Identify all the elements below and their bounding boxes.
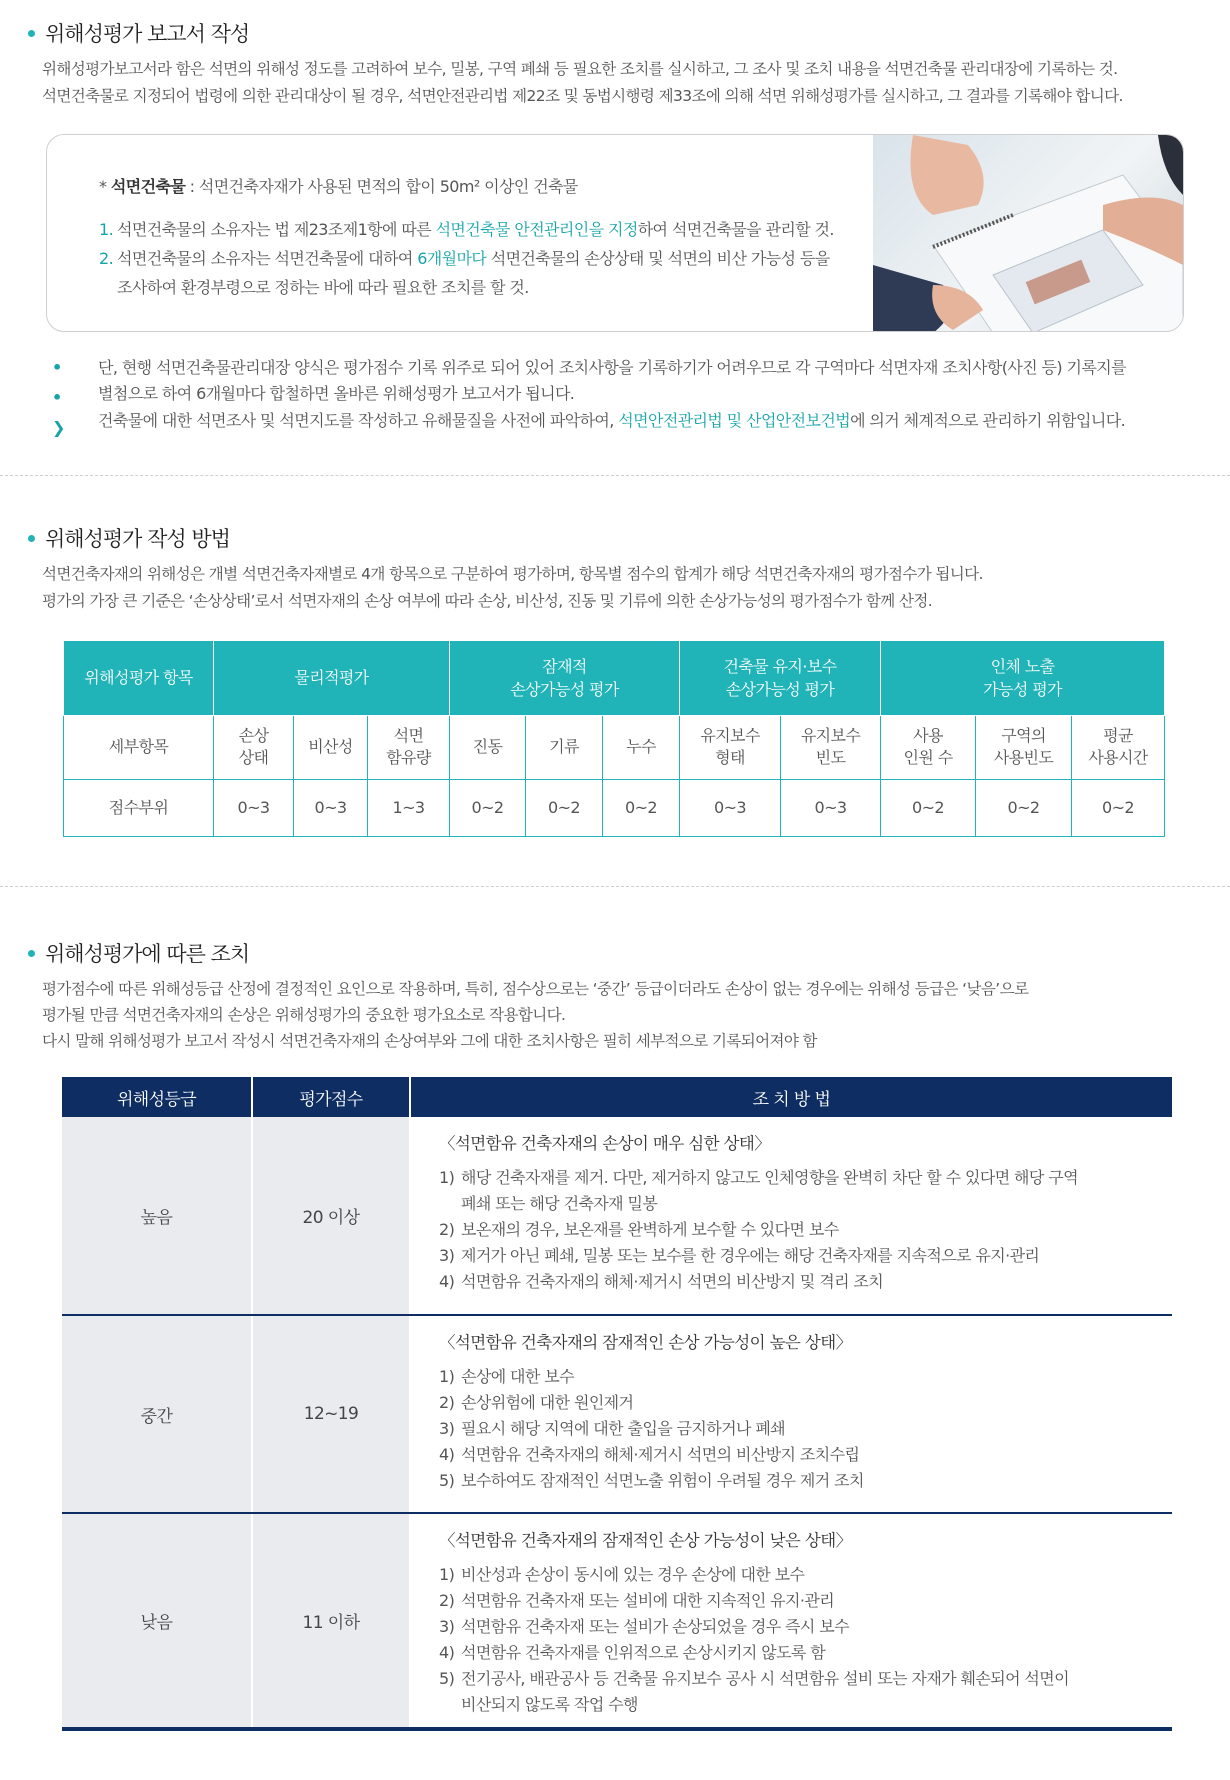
header-maintenance: 건축물 유지·보수 손상가능성 평가 [680, 641, 881, 715]
table-row-scores: 점수부위 0~3 0~3 1~3 0~2 0~2 0~2 0~3 0~3 0~2 0~2 0~2 [64, 779, 1165, 836]
action-cell: 〈석면함유 건축자재의 손상이 매우 심한 상태〉 1) 해당 건축자재를 제거. 다만, 제거하지 않고도 인체영향을 완벽히 차단 할 수 있다면 해당 구역 폐쇄 또는 해당 건축자재 밀봉 2) 보온재의 경우, 보온재를 완벽하게 보수할 수 있다면 보수 3) 제거가 아닌 폐쇄, 밀봉 또는 보수를 한 경우에는 해당 건축자재를 지속적으로 유지·관리 4) 석면함유 건축자재의 해체·제거시 석면의 비산방지 및 격리 조치 [410, 1117, 1172, 1315]
method-paragraph: 석면건축자재의 위해성은 개별 석면건축자재별로 4개 항목으로 구분하여 평가하며, 항목별 점수의 합계가 해당 석면건축자재의 평가점수가 됩니다. 평가의 가장 큰 기준은 ‘손상상태’로서 석면자재의 손상 여부에 따라 손상, 비산성, 진동 및 기류에 의한 손상가능성의 평가점수가 함께 산정. [42, 565, 983, 610]
bullet-dot-icon [28, 535, 35, 542]
section-title-method: 위해성평가 작성 방법 [28, 523, 230, 553]
table-row-subitems: 세부항목 손상 상태 비산성 석면 함유량 진동 기류 누수 유지보수 형태 유지보수 빈도 사용 인원 수 구역의 사용빈도 평균 사용시간 [64, 715, 1165, 779]
header-latent: 잠재적 손상가능성 평가 [450, 641, 680, 715]
evaluation-items-table [63, 641, 1165, 837]
card-item-2: 2. 석면건축물의 소유자는 석면건축물에 대하여 6개월마다 석면건축물의 손상상태 및 석면의 비산 가능성 등을 조사하여 환경부령으로 정하는 바에 따라 필요한 조치를 할 것. [99, 249, 830, 297]
card-item-1: 1. 석면건축물의 소유자는 법 제23조제1항에 따른 석면건축물 안전관리인을 지정하여 석면건축물을 관리할 것. [99, 220, 834, 239]
table-row-low: 낮음 11 이하 〈석면함유 건축자재의 잠재적인 손상 가능성이 낮은 상태〉 1) 비산성과 손상이 동시에 있는 경우 손상에 대한 보수 2) 석면함유 건축자재 또는 설비에 대한 지속적인 유지·관리 3) 석면함유 건축자재 또는 설비가 손상되었을 경우 즉시 보수 4) 석면함유 건축자재를 인위적으로 손상시키지 않도록 함 5) 전기공사, 배관공사 등 건축물 유지보수 공사 시 석면함유 설비 또는 자재가 훼손되어 석면이 비산되지 않도록 작업 수행 [62, 1513, 1172, 1729]
double-dot-arrow-icon: • • ❯ [52, 358, 66, 437]
photo-illustration [873, 135, 1183, 332]
card-content [99, 173, 834, 302]
section-divider [0, 475, 1230, 476]
bullet-dot-icon [28, 30, 35, 37]
definition: * 석면건축물 : 석면건축자재가 사용된 면적의 합이 50m² 이상인 건축물 [99, 177, 578, 196]
header-exposure: 인체 노출 가능성 평가 [881, 641, 1165, 715]
risk-grade-table [62, 1077, 1172, 1731]
section-divider [0, 886, 1230, 887]
section-title-actions: 위해성평가에 따른 조치 [28, 938, 249, 968]
table-header-row: 위해성평가 항목 물리적평가 잠재적 손상가능성 평가 건축물 유지·보수 손상가능성 평가 인체 노출 가능성 평가 [64, 641, 1165, 715]
actions-paragraph: 평가점수에 따른 위해성등급 산정에 결정적인 요인으로 작용하며, 특히, 점수상으로는 ‘중간’ 등급이더라도 손상이 없는 경우에는 위해성 등급은 ‘낮음’으로 평가될 만큼 석면건축자재의 손상은 위해성평가의 중요한 평가요소로 작용합니다. 다시 말해 위해성평가 보고서 작성시 석면건축자재의 손상여부와 그에 대한 조치사항은 필히 세부적으로 기록되어져야 함 [42, 980, 1029, 1050]
action-cell: 〈석면함유 건축자재의 잠재적인 손상 가능성이 낮은 상태〉 1) 비산성과 손상이 동시에 있는 경우 손상에 대한 보수 2) 석면함유 건축자재 또는 설비에 대한 지속적인 유지·관리 3) 석면함유 건축자재 또는 설비가 손상되었을 경우 즉시 보수 4) 석면함유 건축자재를 인위적으로 손상시키지 않도록 함 5) 전기공사, 배관공사 등 건축물 유지보수 공사 시 석면함유 설비 또는 자재가 훼손되어 석면이 비산되지 않도록 작업 수행 [410, 1513, 1172, 1729]
table-row-medium: 중간 12~19 〈석면함유 건축자재의 잠재적인 손상 가능성이 높은 상태〉 1) 손상에 대한 보수 2) 손상위험에 대한 원인제거 3) 필요시 해당 지역에 대한 출입을 금지하거나 폐쇄 4) 석면함유 건축자재의 해체·제거시 석면의 비산방지 조치수립 5) 보수하여도 잠재적인 석면노출 위험이 우려될 경우 제거 조치 [62, 1315, 1172, 1513]
document-signing-photo [873, 135, 1183, 332]
bullet-dot-icon [28, 950, 35, 957]
section-title-report: 위해성평가 보고서 작성 [28, 18, 249, 48]
info-card [46, 134, 1184, 332]
note-line-3: 건축물에 대한 석면조사 및 석면지도를 작성하고 유해물질을 사전에 파악하여, 석면안전관리법 및 산업안전보건법에 의거 체계적으로 관리하기 위함입니다. [98, 411, 1126, 430]
action-cell: 〈석면함유 건축자재의 잠재적인 손상 가능성이 높은 상태〉 1) 손상에 대한 보수 2) 손상위험에 대한 원인제거 3) 필요시 해당 지역에 대한 출입을 금지하거나 폐쇄 4) 석면함유 건축자재의 해체·제거시 석면의 비산방지 조치수립 5) 보수하여도 잠재적인 석면노출 위험이 우려될 경우 제거 조치 [410, 1315, 1172, 1513]
table-row-high: 높음 20 이상 〈석면함유 건축자재의 손상이 매우 심한 상태〉 1) 해당 건축자재를 제거. 다만, 제거하지 않고도 인체영향을 완벽히 차단 할 수 있다면 해당 구역 폐쇄 또는 해당 건축자재 밀봉 2) 보온재의 경우, 보온재를 완벽하게 보수할 수 있다면 보수 3) 제거가 아닌 폐쇄, 밀봉 또는 보수를 한 경우에는 해당 건축자재를 지속적으로 유지·관리 4) 석면함유 건축자재의 해체·제거시 석면의 비산방지 및 격리 조치 [62, 1117, 1172, 1315]
intro-paragraph: 위해성평가보고서라 함은 석면의 위해성 정도를 고려하여 보수, 밀봉, 구역 폐쇄 등 필요한 조치를 실시하고, 그 조사 및 조치 내용을 석면건축물 관리대장에 기록하는 것. 석면건축물로 지정되어 법령에 의한 관리대상이 될 경우, 석면안전관리법 제22조 및 동법시행령 제33조에 의해 석면 위해성평가를 실시하고, 그 결과를 기록해야 합니다. [42, 60, 1123, 105]
table-header-row: 위해성등급 평가점수 조 치 방 법 [62, 1077, 1172, 1117]
